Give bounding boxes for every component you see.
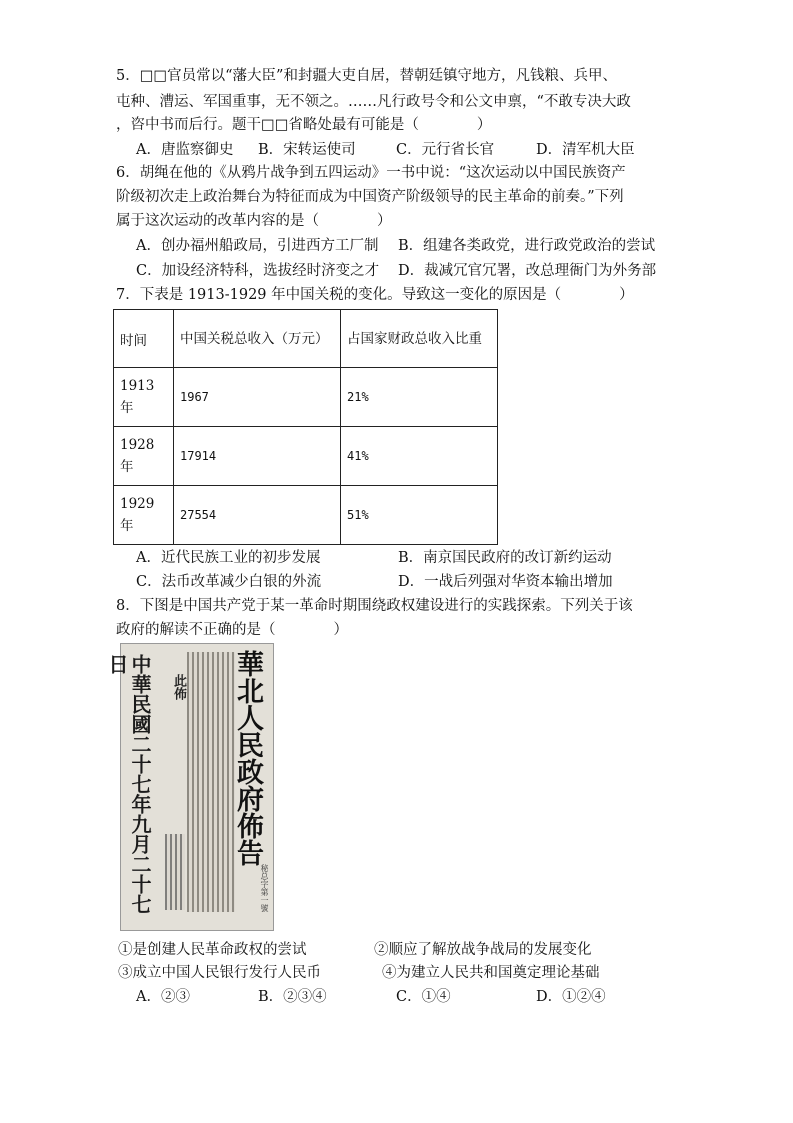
q8-stem-line-2: 政府的解读不正确的是（ ） [116,622,348,638]
table-row [114,486,498,545]
q7-table [113,309,498,545]
q7-header-share: 占国家财政总收入比重 [341,310,498,368]
q5-option-c: C．元行省长官 [396,142,495,158]
q7-cell-revenue: 1967 [174,368,341,427]
q7-header-revenue: 中国关税总收入（万元） [174,310,341,368]
q5-stem-line-3: ，咨中书而后行。题干□□省略处最有可能是（ ） [116,117,492,133]
q7-cell-revenue: 17914 [174,427,341,486]
q7-header-time: 时间 [114,310,174,368]
q8-option-b: B．②③④ [258,989,327,1005]
q8-statement-1: ①是创建人民革命政权的尝试 [118,942,307,958]
q6-stem-line-1: 6．胡绳在他的《从鸦片战争到五四运动》一书中说：“这次运动以中国民族资产 [116,165,626,181]
north-china-government-notice-image [105,643,274,931]
table-row [114,368,498,427]
q8-option-a: A．②③ [136,989,190,1005]
q6-stem-line-2: 阶级初次走上政治舞台为特征而成为中国资产阶级领导的民主革命的前奏。”下列 [116,189,624,205]
poster-body-text [187,652,235,912]
poster-cibu: 此佈 [171,674,186,700]
q5-option-a: A．唐监察御史 [136,142,234,158]
q7-cell-share: 41% [341,427,498,486]
q7-cell-share: 21% [341,368,498,427]
q7-option-d: D．一战后列强对华资本输出增加 [398,574,613,590]
q7-option-b: B．南京国民政府的改订新约运动 [398,550,612,566]
q6-option-b: B．组建各类政党，进行政党政治的尝试 [398,238,656,254]
poster-title: 華北人民政府佈告 [232,650,263,866]
q5-stem-line-2: 屯种、漕运、军国重事，无不领之。……凡行政号令和公文申禀，“不敢专决大政 [116,94,631,110]
poster-serial: 秘总字第一號 [260,864,269,912]
poster-signatures [165,834,185,910]
q8-stem-line-1: 8．下图是中国共产党于某一革命时期围绕政权建设进行的实践探索。下列关于该 [116,598,633,614]
table-row [114,427,498,486]
q8-statement-3: ③成立中国人民银行发行人民币 [118,965,321,981]
q6-option-c: C．加设经济特科，选拔经时济变之才 [136,263,380,279]
q7-cell-year: 1913年 [114,368,174,427]
q7-option-a: A．近代民族工业的初步发展 [136,550,321,566]
q6-option-a: A．创办福州船政局，引进西方工厂制 [136,238,379,254]
q8-statement-4: ④为建立人民共和国奠定理论基础 [382,965,600,981]
q7-cell-year: 1928年 [114,427,174,486]
q8-option-d: D．①②④ [536,989,606,1005]
q7-cell-revenue: 27554 [174,486,341,545]
q8-option-c: C．①④ [396,989,451,1005]
q5-option-d: D．清军机大臣 [536,142,635,158]
q7-stem: 7．下表是 1913-1929 年中国关税的变化。导致这一变化的原因是（ ） [116,287,634,303]
q7-table-header-row [114,310,498,368]
q7-cell-share: 51% [341,486,498,545]
q7-cell-year: 1929年 [114,486,174,545]
q7-option-c: C．法币改革减少白银的外流 [136,574,322,590]
poster-date: 中華民國二十七年九月二十七日 [105,654,152,914]
q8-statement-2: ②顺应了解放战争战局的发展变化 [374,942,592,958]
q6-stem-line-3: 属于这次运动的改革内容的是（ ） [116,213,392,229]
q5-option-b: B．宋转运使司 [258,142,356,158]
q6-option-d: D．裁减冗官冗署，改总理衙门为外务部 [398,263,657,279]
q5-stem-line-1: 5．□□官员常以“藩大臣”和封疆大吏自居，替朝廷镇守地方，凡钱粮、兵甲、 [116,68,617,84]
